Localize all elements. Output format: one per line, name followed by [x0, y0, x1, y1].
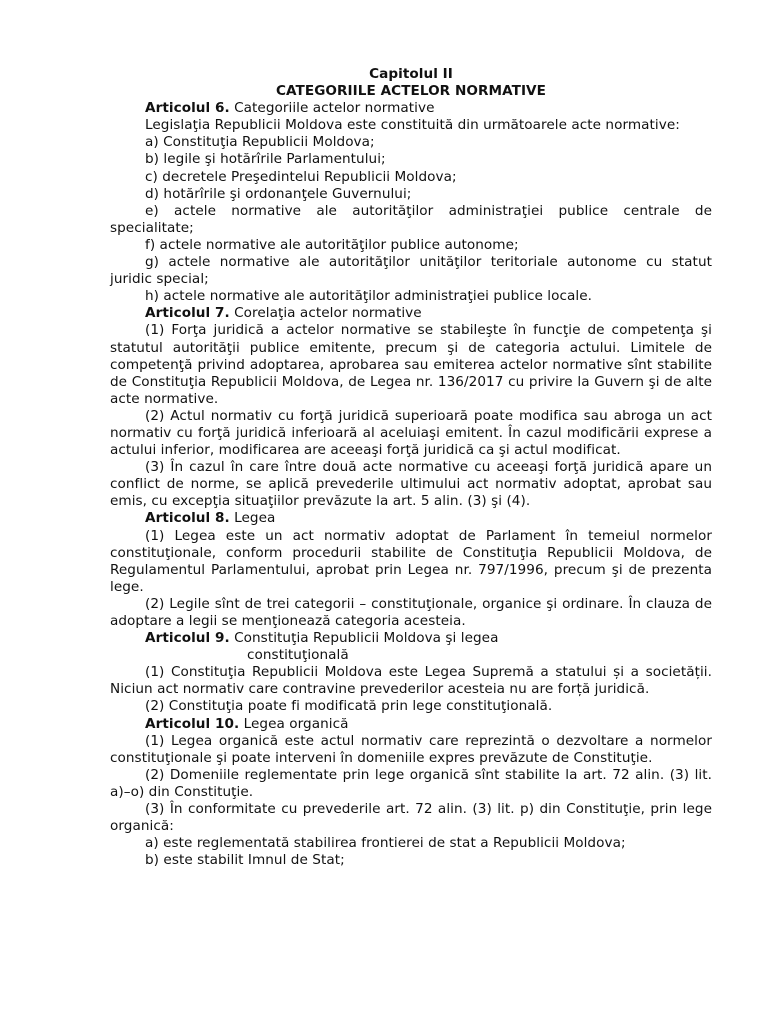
- paragraph: b) legile şi hotărîrile Parlamentului;: [145, 151, 386, 168]
- article-label: Articolul 10.: [145, 715, 240, 732]
- paragraph: (1) Forţa juridică a actelor normative se stabileşte în funcţie de competenţa şi statutul autorităţii publice emitente, precum şi de categoria actului. Limitele de competenţă privind adoptarea, aprobarea sau emiterea actelor normative sînt stabilite de Constituţia Republicii Moldova, de Legea nr. 136/2017 cu privire la Guvern şi de alte acte normative.: [110, 322, 712, 407]
- paragraph: (1) Legea organică este actul normativ care reprezintă o dezvoltare a normelor constituţionale şi poate interveni în domeniile expres prevăzute de Constituţie.: [110, 732, 712, 766]
- paragraph: b) este stabilit Imnul de Stat;: [145, 852, 345, 869]
- paragraph: e) actele normative ale autorităţilor administraţiei publice centrale de specialitate;: [110, 202, 712, 236]
- article-heading: [110, 305, 712, 322]
- paragraph: (2) Constituţia poate fi modificată prin lege constituţională.: [145, 698, 553, 715]
- paragraph: f) actele normative ale autorităţilor publice autonome;: [145, 236, 519, 253]
- article-heading: [110, 716, 712, 733]
- paragraph: (2) Actul normativ cu forţă juridică superioară poate modifica sau abroga un act normativ cu forţă juridică inferioară al aceluiaşi emitent. În cazul modificării exprese a actului inferior, modificarea are aceeaşi forţă juridică ca şi actul modificat.: [110, 407, 712, 459]
- article-label: Articolul 9.: [145, 630, 230, 647]
- paragraph: (3) În cazul în care între două acte normative cu aceeaşi forţă juridică apare un conflict de norme, se aplică prevederile ultimului act normativ adoptat, aprobat sau emis, cu excepţia situaţiilor prevăzute la art. 5 alin. (3) şi (4).: [110, 459, 712, 510]
- paragraph: (3) În conformitate cu prevederile art. 72 alin. (3) lit. p) din Constituţie, prin lege organică:: [110, 801, 712, 835]
- article-label: Articolul 8.: [145, 510, 230, 527]
- article-title: Corelaţia actelor normative: [234, 305, 422, 322]
- paragraph: a) este reglementată stabilirea frontierei de stat a Republicii Moldova;: [145, 835, 626, 852]
- paragraph: d) hotărîrile şi ordonanţele Guvernului;: [145, 185, 412, 202]
- paragraph: Legislaţia Republicii Moldova este constituită din următoarele acte normative:: [145, 117, 680, 134]
- paragraph: (2) Legile sînt de trei categorii – constituţionale, organice şi ordinare. În clauza de adoptare a legii se menţionează categoria acesteia.: [110, 595, 712, 629]
- article-heading: [110, 630, 712, 647]
- article-block: [110, 510, 712, 630]
- chapter-heading: Capitolul II: [369, 66, 453, 82]
- article-title: Legea: [234, 510, 276, 527]
- paragraph: a) Constituţia Republicii Moldova;: [145, 134, 375, 151]
- article-block: [110, 630, 712, 715]
- article-block: [110, 305, 712, 510]
- article-label: Articolul 6.: [145, 100, 230, 117]
- article-title-continuation: constituţională: [247, 647, 349, 664]
- paragraph: (2) Domeniile reglementate prin lege organică sînt stabilite la art. 72 alin. (3) lit. a)–o) din Constituţie.: [110, 766, 712, 800]
- paragraph: (1) Legea este un act normativ adoptat de Parlament în temeiul normelor constituţionale, conform procedurii stabilite de Constituţia Republicii Moldova, de Regulamentul Parlamentului, aprobat prin Legea nr. 797/1996, precum şi de prezenta lege.: [110, 527, 712, 595]
- paragraph: c) decretele Preşedintelui Republicii Moldova;: [145, 168, 457, 185]
- article-block: [110, 100, 712, 305]
- chapter-title: CATEGORIILE ACTELOR NORMATIVE: [276, 83, 546, 100]
- articles-container: [110, 100, 712, 869]
- paragraph: (1) Constituţia Republicii Moldova este Legea Supremă a statului și a societății. Niciun act normativ care contravine prevederilor acesteia nu are forță juridică.: [110, 664, 712, 698]
- article-title: Legea organică: [243, 715, 349, 732]
- document-page: [110, 66, 712, 869]
- article-block: [110, 716, 712, 870]
- paragraph: h) actele normative ale autorităţilor administraţiei publice locale.: [145, 288, 593, 305]
- article-heading: [110, 510, 712, 527]
- article-title: Constituţia Republicii Moldova şi legea: [234, 630, 499, 647]
- article-label: Articolul 7.: [145, 305, 230, 322]
- article-title: Categoriile actelor normative: [234, 100, 435, 117]
- article-heading: [110, 100, 712, 117]
- paragraph: g) actele normative ale autorităţilor unităţilor teritoriale autonome cu statut juridic special;: [110, 254, 712, 288]
